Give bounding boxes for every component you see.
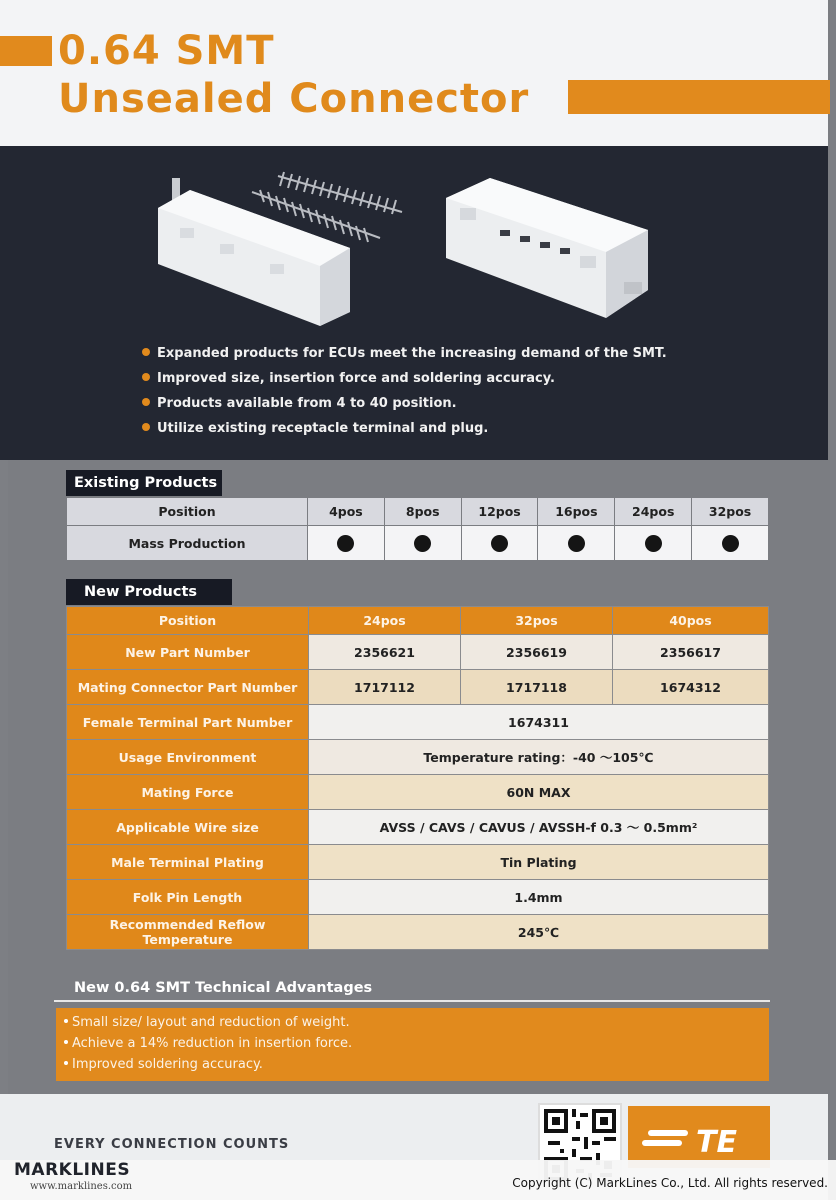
bullet-dot-icon [64,1040,68,1044]
plating-header: Male Terminal Plating [67,845,309,880]
feature-item: Improved size, insertion force and soldering accuracy. [142,369,667,394]
usage-row [67,740,769,775]
bullet-dot-icon [64,1019,68,1023]
wire-size-row [67,810,769,845]
new-position-header: Position [67,607,309,635]
pin-length-value: 1.4mm [309,880,769,915]
mating-part-cell: 1717112 [309,670,461,705]
advantages-box [56,1008,769,1081]
mass-production-row [67,526,769,561]
available-dot-icon [568,535,585,552]
usage-value: Temperature rating：-40 ～105℃ [309,740,769,775]
poster-header [0,0,828,148]
availability-cell [615,526,692,561]
female-terminal-value: 1674311 [309,705,769,740]
existing-pos-cell: 8pos [384,498,461,526]
mating-part-header: Mating Connector Part Number [67,670,309,705]
mating-force-value: 60N MAX [309,775,769,810]
marklines-logo: MARKLINES [14,1160,131,1180]
existing-pos-cell: 12pos [461,498,538,526]
new-part-row [67,635,769,670]
plating-value: Tin Plating [309,845,769,880]
existing-position-row [67,498,769,526]
feature-item: Products available from 4 to 40 position. [142,394,667,419]
pin-length-header: Folk Pin Length [67,880,309,915]
existing-position-header: Position [67,498,308,526]
plating-row [67,845,769,880]
copyright-notice: Copyright (C) MarkLines Co., Ltd. All rights reserved. [512,1176,828,1190]
new-pos-cell: 24pos [309,607,461,635]
bullet-dot-icon [142,373,150,381]
pin-length-row [67,880,769,915]
availability-cell [538,526,615,561]
accent-bar-left [0,36,52,66]
new-part-cell: 2356617 [613,635,769,670]
new-products-label: New Products [66,579,232,605]
usage-header: Usage Environment [67,740,309,775]
bullet-dot-icon [142,423,150,431]
feature-item: Utilize existing receptacle terminal and plug. [142,419,667,444]
title-line-2: Unsealed Connector [58,76,530,122]
availability-cell [308,526,385,561]
mating-part-cell: 1674312 [613,670,769,705]
available-dot-icon [491,535,508,552]
existing-pos-cell: 32pos [692,498,769,526]
new-products-table [66,606,769,950]
marklines-url: www.marklines.com [30,1181,133,1192]
advantage-item: Small size/ layout and reduction of weight. [64,1012,769,1033]
reflow-header: Recommended Reflow Temperature [67,915,309,950]
available-dot-icon [414,535,431,552]
available-dot-icon [337,535,354,552]
advantage-item: Improved soldering accuracy. [64,1054,769,1075]
wire-size-value: AVSS / CAVS / CAVUS / AVSSH-f 0.3 ～ 0.5mm² [309,810,769,845]
mass-production-header: Mass Production [67,526,308,561]
existing-products-label: Existing Products [66,470,222,496]
existing-products-table [66,497,769,561]
existing-pos-cell: 24pos [615,498,692,526]
availability-cell [461,526,538,561]
reflow-value: 245℃ [309,915,769,950]
title-line-1: 0.64 SMT [58,28,275,74]
bullet-dot-icon [142,398,150,406]
bullet-dot-icon [142,348,150,356]
mating-force-header: Mating Force [67,775,309,810]
mating-part-cell: 1717118 [461,670,613,705]
advantages-divider [54,1000,770,1002]
mating-part-row [67,670,769,705]
reflow-row [67,915,769,950]
new-part-cell: 2356621 [309,635,461,670]
new-position-row [67,607,769,635]
new-pos-cell: 40pos [613,607,769,635]
te-logo-icon [628,1106,770,1168]
bullet-dot-icon [64,1061,68,1065]
existing-pos-cell: 4pos [308,498,385,526]
availability-cell [384,526,461,561]
available-dot-icon [645,535,662,552]
accent-bar-right [568,80,830,114]
connector-image-left [150,168,410,328]
new-part-cell: 2356619 [461,635,613,670]
new-pos-cell: 32pos [461,607,613,635]
advantage-item: Achieve a 14% reduction in insertion force. [64,1033,769,1054]
female-terminal-row [67,705,769,740]
availability-cell [692,526,769,561]
feature-item: Expanded products for ECUs meet the increasing demand of the SMT. [142,344,667,369]
feature-list [142,344,667,444]
te-logo-text: TE [696,1125,737,1160]
female-terminal-header: Female Terminal Part Number [67,705,309,740]
new-part-header: New Part Number [67,635,309,670]
wire-size-header: Applicable Wire size [67,810,309,845]
connector-image-right [440,172,660,322]
available-dot-icon [722,535,739,552]
advantages-list [56,1008,769,1075]
advantages-title: New 0.64 SMT Technical Advantages [74,980,373,996]
existing-pos-cell: 16pos [538,498,615,526]
tagline: EVERY CONNECTION COUNTS [54,1137,290,1152]
mating-force-row [67,775,769,810]
